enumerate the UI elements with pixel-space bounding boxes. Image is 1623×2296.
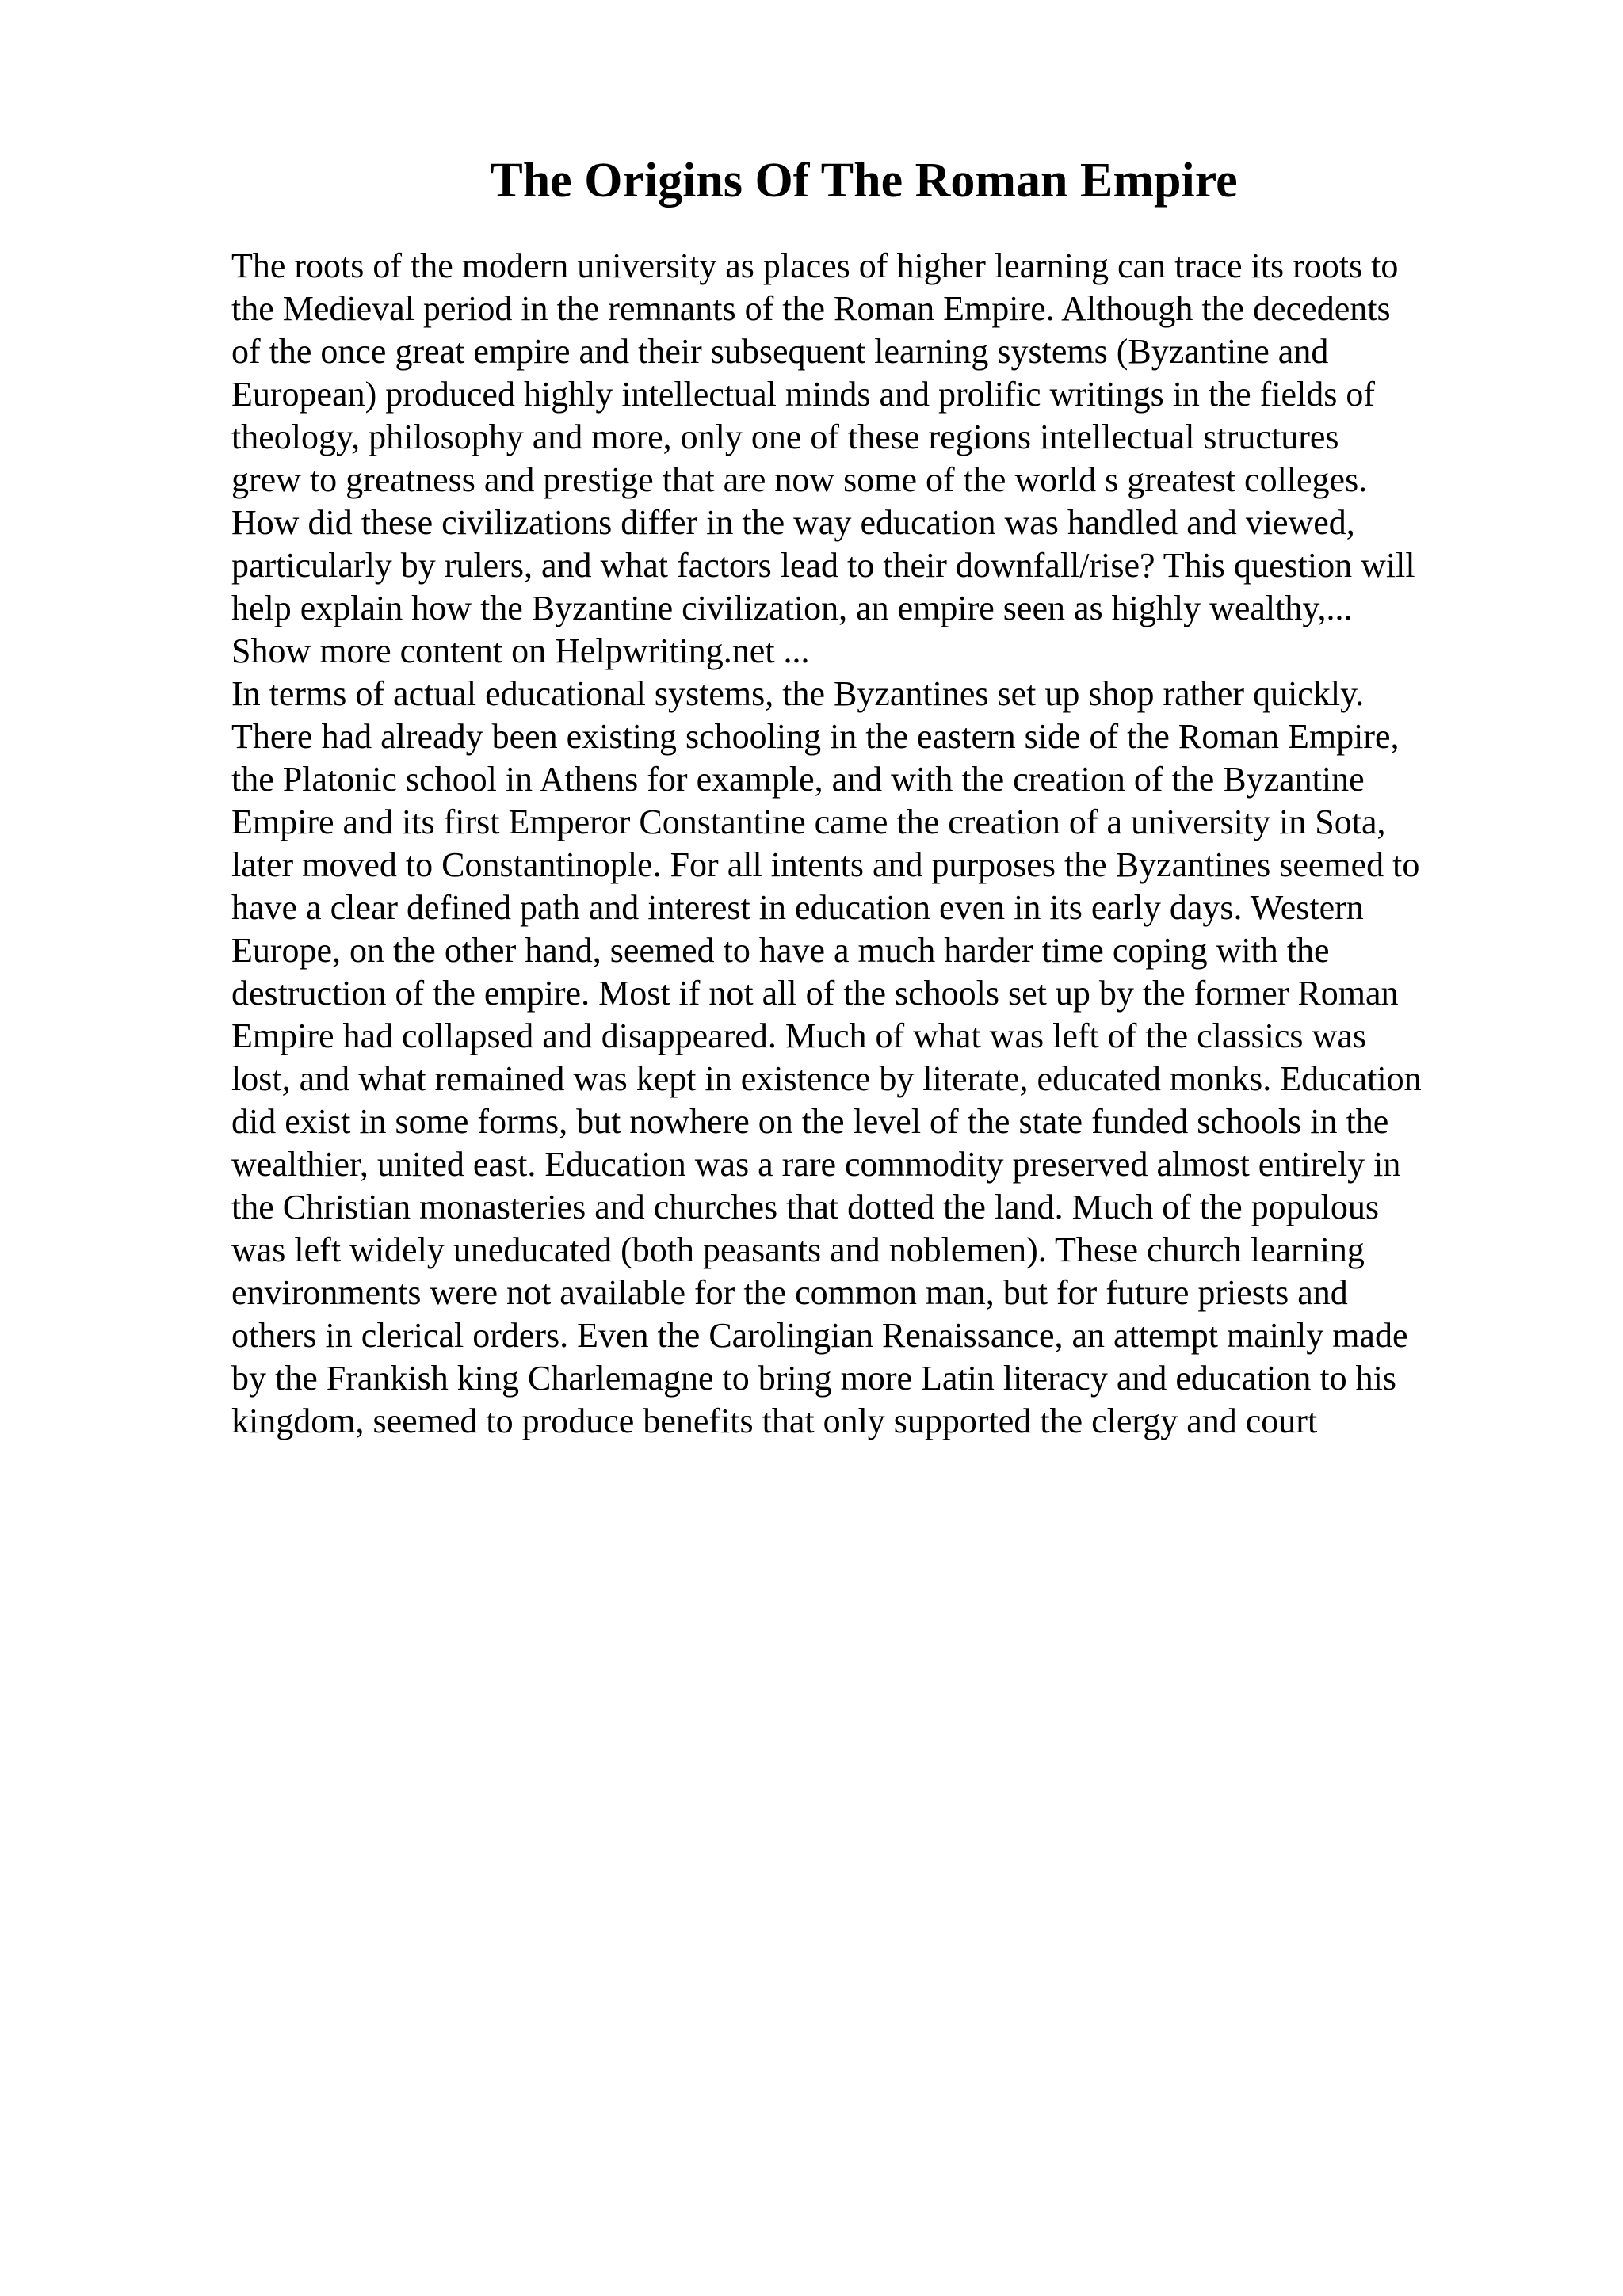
- body-line: was left widely uneducated (both peasants and noblemen). These church learning: [231, 1230, 1365, 1269]
- body-line: Empire and its first Emperor Constantine came the creation of a university in Sota,: [231, 803, 1386, 841]
- body-line: the Christian monasteries and churches that dotted the land. Much of the populous: [231, 1188, 1380, 1226]
- body-line: lost, and what remained was kept in existence by literate, educated monks. Education: [231, 1059, 1422, 1098]
- body-line: The roots of the modern university as places of higher learning can trace its roots to: [231, 246, 1399, 285]
- body-line: destruction of the empire. Most if not all of the schools set up by the former Roman: [231, 974, 1399, 1013]
- body-line: have a clear defined path and interest in education even in its early days. Western: [231, 888, 1364, 927]
- body-line: others in clerical orders. Even the Carolingian Renaissance, an attempt mainly made: [231, 1316, 1408, 1355]
- body-line: later moved to Constantinople. For all intents and purposes the Byzantines seemed to: [231, 845, 1420, 884]
- body-line: In terms of actual educational systems, the Byzantines set up shop rather quickly.: [231, 674, 1365, 713]
- body-line: particularly by rulers, and what factors lead to their downfall/rise? This question will: [231, 546, 1415, 585]
- body-line: Europe, on the other hand, seemed to have a much harder time coping with the: [231, 931, 1330, 970]
- body-line: environments were not available for the common man, but for future priests and: [231, 1273, 1348, 1312]
- body-line: theology, philosophy and more, only one of these regions intellectual structures: [231, 418, 1339, 456]
- body-text: [231, 245, 1515, 1443]
- body-line: Empire had collapsed and disappeared. Much of what was left of the classics was: [231, 1016, 1366, 1055]
- body-line: the Medieval period in the remnants of the Roman Empire. Although the decedents: [231, 289, 1391, 328]
- body-line: the Platonic school in Athens for example, and with the creation of the Byzantine: [231, 760, 1365, 799]
- show-more-link[interactable]: Show more content on Helpwriting.net ...: [231, 631, 810, 670]
- body-line: There had already been existing schooling in the eastern side of the Roman Empire,: [231, 717, 1400, 756]
- page-title: The Origins Of The Roman Empire: [490, 154, 1238, 208]
- body-line: did exist in some forms, but nowhere on the level of the state funded schools in the: [231, 1102, 1389, 1141]
- body-line: How did these civilizations differ in the way education was handled and viewed,: [231, 503, 1355, 542]
- body-line: kingdom, seemed to produce benefits that only supported the clergy and court: [231, 1402, 1318, 1440]
- body-line: wealthier, united east. Education was a rare commodity preserved almost entirely in: [231, 1145, 1401, 1184]
- body-line: grew to greatness and prestige that are now some of the world s greatest colleges.: [231, 460, 1368, 499]
- body-line: help explain how the Byzantine civilization, an empire seen as highly wealthy,...: [231, 589, 1353, 627]
- body-line: of the once great empire and their subsequent learning systems (Byzantine and: [231, 332, 1329, 371]
- body-line: by the Frankish king Charlemagne to bring more Latin literacy and education to his: [231, 1359, 1396, 1398]
- body-line: European) produced highly intellectual minds and prolific writings in the fields of: [231, 375, 1376, 414]
